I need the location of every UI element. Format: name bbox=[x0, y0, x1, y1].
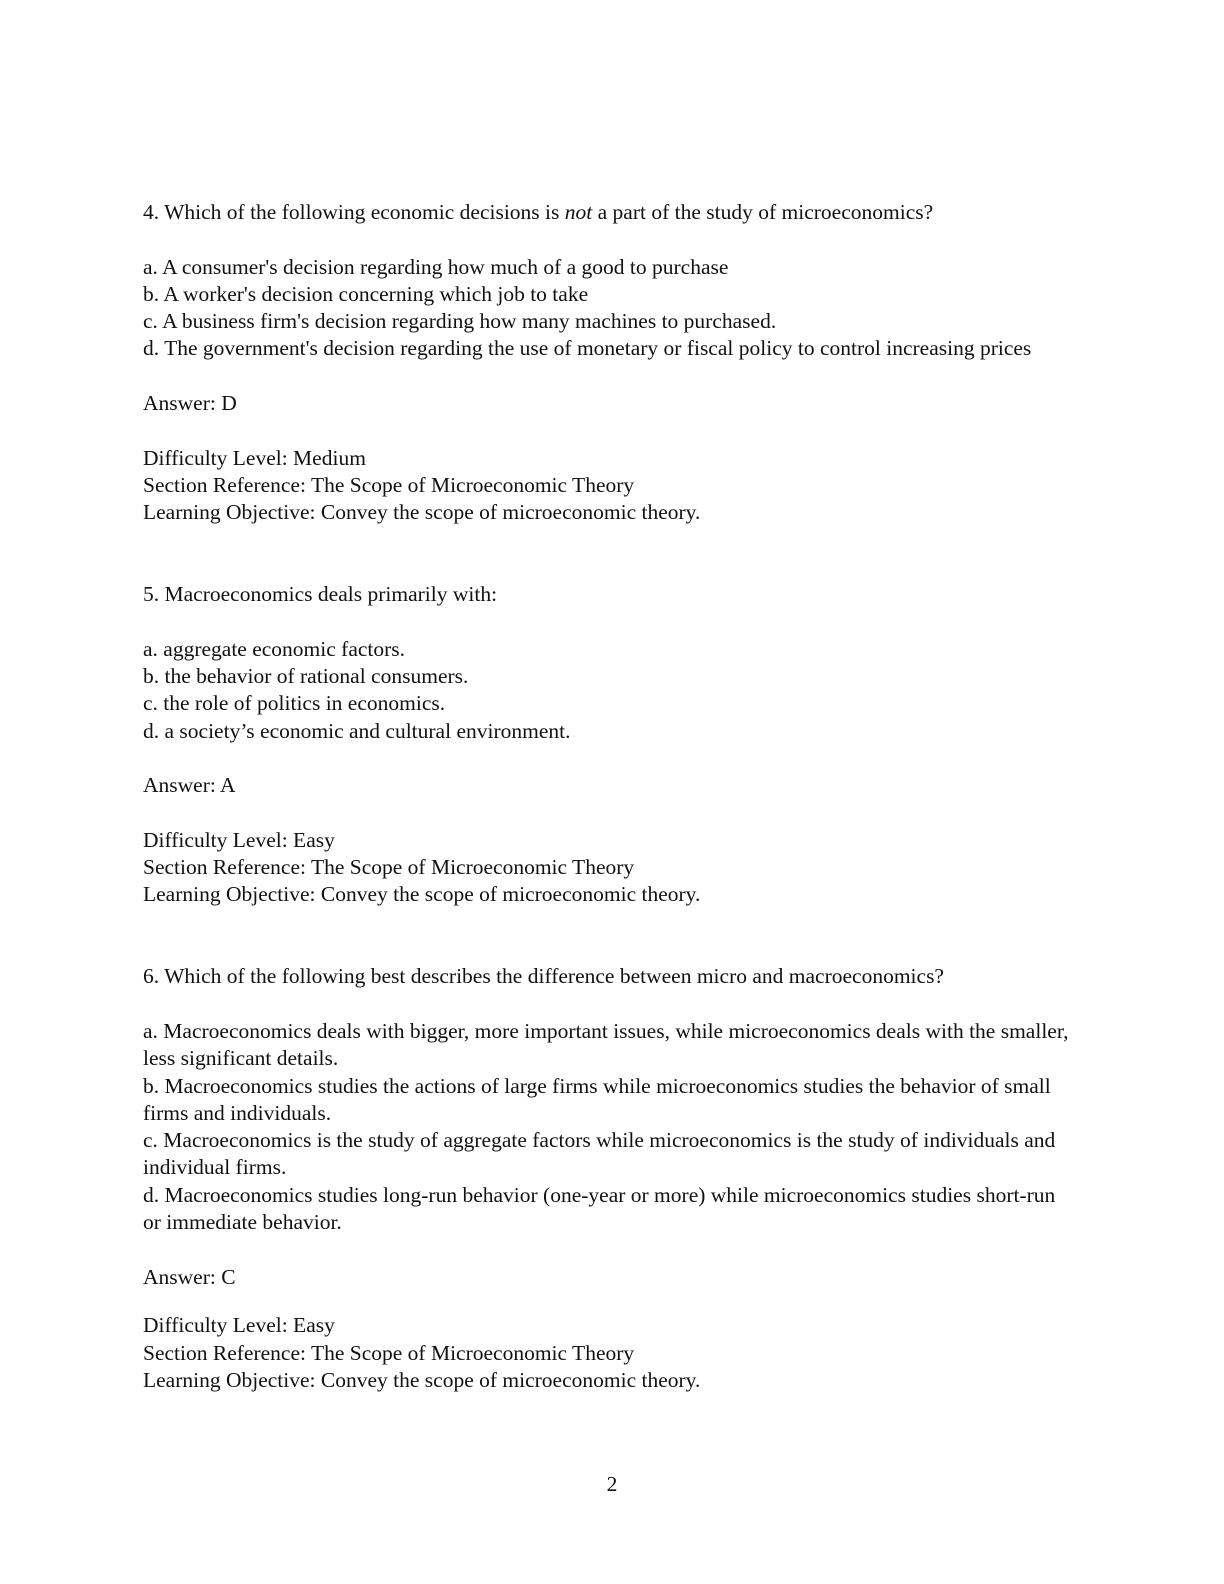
option-b: b. Macroeconomics studies the actions of large firms while microeconomics studies the behavior of small firms and individuals. bbox=[143, 1073, 1051, 1125]
question-5 bbox=[143, 581, 1078, 909]
answer-line: Answer: D bbox=[143, 391, 237, 416]
option-d: d. The government's decision regarding the use of monetary or fiscal policy to control increasing prices bbox=[143, 336, 1032, 361]
question-metadata bbox=[143, 445, 1078, 527]
question-stem: 6. Which of the following best describes the difference between micro and macroeconomics? bbox=[143, 964, 944, 989]
learning-objective: Learning Objective: Convey the scope of microeconomic theory. bbox=[143, 500, 701, 525]
page-number: 2 bbox=[606, 1472, 618, 1496]
question-4 bbox=[143, 199, 1078, 527]
question-list bbox=[143, 199, 1078, 1394]
question-metadata bbox=[143, 827, 1078, 909]
difficulty-level: Difficulty Level: Easy bbox=[143, 1313, 335, 1338]
question-stem: 4. Which of the following economic decisions is not a part of the study of microeconomics? bbox=[143, 200, 934, 224]
option-b: b. A worker's decision concerning which job to take bbox=[143, 281, 589, 306]
option-c: c. the role of politics in economics. bbox=[143, 691, 446, 716]
option-c: c. Macroeconomics is the study of aggregate factors while microeconomics is the study of individuals and individual firms. bbox=[143, 1128, 1056, 1180]
difficulty-level: Difficulty Level: Easy bbox=[143, 827, 335, 852]
question-6 bbox=[143, 963, 1078, 1394]
option-list bbox=[143, 636, 1078, 745]
option-list bbox=[143, 1018, 1078, 1236]
option-b: b. the behavior of rational consumers. bbox=[143, 664, 469, 689]
emphasis-not: not bbox=[564, 200, 593, 224]
section-reference: Section Reference: The Scope of Microeconomic Theory bbox=[143, 855, 635, 880]
section-reference: Section Reference: The Scope of Microeconomic Theory bbox=[143, 1340, 635, 1365]
option-list bbox=[143, 254, 1078, 363]
learning-objective: Learning Objective: Convey the scope of microeconomic theory. bbox=[143, 1367, 701, 1392]
option-c: c. A business firm's decision regarding how many machines to purchased. bbox=[143, 309, 777, 334]
difficulty-level: Difficulty Level: Medium bbox=[143, 445, 366, 470]
question-metadata bbox=[143, 1312, 1078, 1394]
option-a: a. Macroeconomics deals with bigger, more important issues, while microeconomics deals with the smaller, less significant details. bbox=[143, 1018, 1069, 1071]
learning-objective: Learning Objective: Convey the scope of microeconomic theory. bbox=[143, 882, 701, 907]
answer-line: Answer: C bbox=[143, 1264, 236, 1289]
option-d: d. Macroeconomics studies long-run behavior (one-year or more) while microeconomics studies short-run or immediate behavior. bbox=[143, 1182, 1056, 1234]
option-a: a. aggregate economic factors. bbox=[143, 636, 406, 661]
option-a: a. A consumer's decision regarding how much of a good to purchase bbox=[143, 254, 729, 279]
question-stem: 5. Macroeconomics deals primarily with: bbox=[143, 582, 498, 607]
section-reference: Section Reference: The Scope of Microeconomic Theory bbox=[143, 472, 635, 497]
answer-line: Answer: A bbox=[143, 773, 236, 798]
option-d: d. a society’s economic and cultural environment. bbox=[143, 718, 571, 743]
